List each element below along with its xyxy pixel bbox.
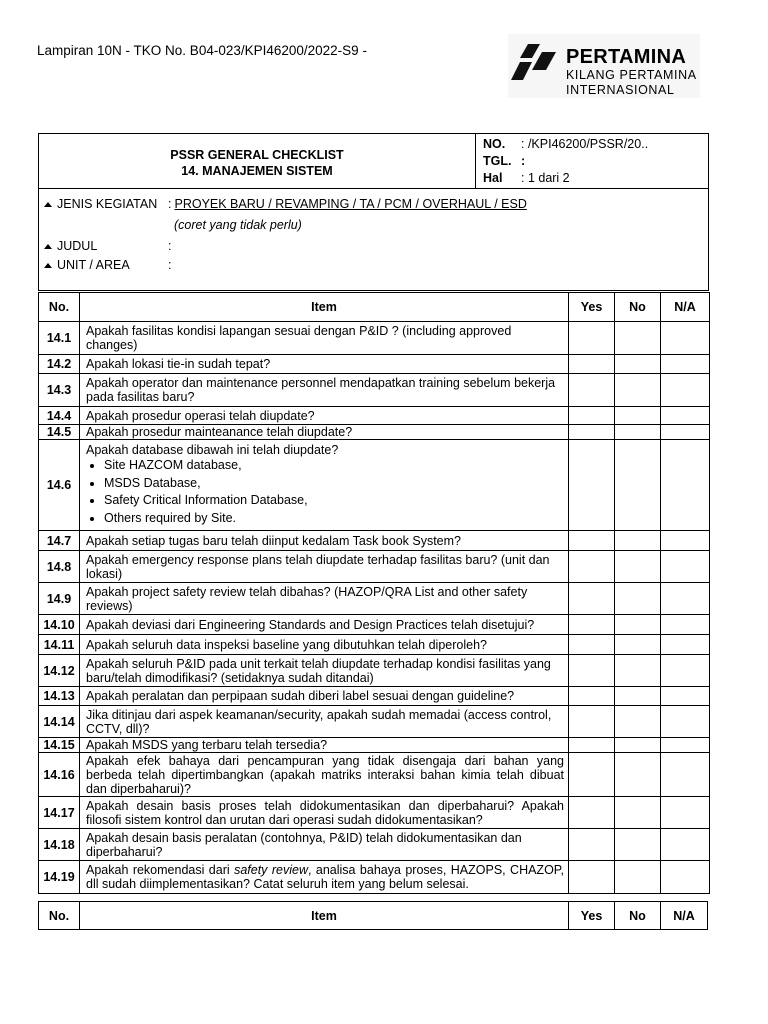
row-number: 14.17 xyxy=(39,797,80,829)
row-item: Apakah operator dan maintenance personnel mendapatkan training sebelum bekerja pada fasilitas baru? xyxy=(80,374,569,407)
table-row xyxy=(39,425,710,440)
title-line-1: PSSR GENERAL CHECKLIST xyxy=(170,148,344,162)
table-row xyxy=(39,551,710,583)
na-cell[interactable] xyxy=(661,355,710,374)
yes-cell[interactable] xyxy=(569,583,615,615)
document-reference: Lampiran 10N - TKO No. B04-023/KPI46200/2022-S9 - xyxy=(37,43,367,58)
no-cell[interactable] xyxy=(615,753,661,797)
row-item: Apakah emergency response plans telah diupdate terhadap fasilitas baru? (unit dan lokasi) xyxy=(80,551,569,583)
no-cell[interactable] xyxy=(615,706,661,738)
na-cell[interactable] xyxy=(661,425,710,440)
na-cell[interactable] xyxy=(661,440,710,531)
hal-label: Hal xyxy=(483,171,503,185)
na-cell[interactable] xyxy=(661,738,710,753)
no-cell[interactable] xyxy=(615,531,661,551)
yes-cell[interactable] xyxy=(569,355,615,374)
row-item: Apakah fasilitas kondisi lapangan sesuai dengan P&ID ? (including approved changes) xyxy=(80,322,569,355)
row-item: Apakah prosedur mainteanance telah diupdate? xyxy=(80,425,569,440)
yes-cell[interactable] xyxy=(569,322,615,355)
row-number: 14.11 xyxy=(39,635,80,655)
row-number: 14.2 xyxy=(39,355,80,374)
table-row xyxy=(39,407,710,425)
na-cell[interactable] xyxy=(661,583,710,615)
na-cell[interactable] xyxy=(661,797,710,829)
table-row xyxy=(39,655,710,687)
form-header xyxy=(38,133,709,291)
row-number: 14.1 xyxy=(39,322,80,355)
yes-cell[interactable] xyxy=(569,531,615,551)
table-row xyxy=(39,753,710,797)
table-row xyxy=(39,374,710,407)
no-cell[interactable] xyxy=(615,635,661,655)
tgl-label: TGL. xyxy=(483,154,512,168)
row-number: 14.4 xyxy=(39,407,80,425)
tgl-value: : xyxy=(521,154,526,168)
yes-cell[interactable] xyxy=(569,551,615,583)
yes-cell[interactable] xyxy=(569,615,615,635)
triangle-bullet-icon xyxy=(44,244,52,249)
logo-subtitle xyxy=(566,68,697,97)
no-cell[interactable] xyxy=(615,861,661,894)
na-cell[interactable] xyxy=(661,374,710,407)
unit-area-label: UNIT / AREA xyxy=(57,258,130,272)
no-cell[interactable] xyxy=(615,440,661,531)
unit-area-row xyxy=(44,258,171,272)
yes-cell[interactable] xyxy=(569,738,615,753)
row-number: 14.3 xyxy=(39,374,80,407)
checklist-footer-header xyxy=(38,901,708,930)
row-number: 14.15 xyxy=(39,738,80,753)
table-row xyxy=(39,861,710,894)
list-item: • MSDS Database, xyxy=(104,475,564,493)
row-item: Apakah MSDS yang terbaru telah tersedia? xyxy=(80,738,569,753)
col-item-header: Item xyxy=(80,902,569,930)
table-row xyxy=(39,440,710,531)
row-number: 14.9 xyxy=(39,583,80,615)
na-cell[interactable] xyxy=(661,706,710,738)
jenis-kegiatan-label: JENIS KEGIATAN xyxy=(57,197,158,211)
meta-no xyxy=(483,137,648,151)
checklist-table xyxy=(38,292,710,894)
unit-area-value: : xyxy=(168,258,172,272)
row-item-italic: safety review xyxy=(234,863,308,877)
no-cell[interactable] xyxy=(615,687,661,706)
row-number: 14.10 xyxy=(39,615,80,635)
row-item: Apakah seluruh data inspeksi baseline yang dibutuhkan telah diperoleh? xyxy=(80,635,569,655)
table-row xyxy=(39,615,710,635)
triangle-bullet-icon xyxy=(44,263,52,268)
col-yes-header: Yes xyxy=(569,293,615,322)
table-row xyxy=(39,583,710,615)
logo-line-2: INTERNASIONAL xyxy=(566,82,675,97)
no-label: NO. xyxy=(483,137,506,151)
row-item: Apakah setiap tugas baru telah diinput kedalam Task book System? xyxy=(80,531,569,551)
row-item-text: Apakah database dibawah ini telah diupdate? xyxy=(86,443,339,457)
title-line-2: 14. MANAJEMEN SISTEM xyxy=(181,164,333,178)
row-number: 14.18 xyxy=(39,829,80,861)
no-cell[interactable] xyxy=(615,615,661,635)
yes-cell[interactable] xyxy=(569,655,615,687)
meta-tgl xyxy=(483,154,525,168)
na-cell[interactable] xyxy=(661,829,710,861)
list-item: • Others required by Site. xyxy=(104,510,564,528)
judul-row xyxy=(44,239,171,253)
row-number: 14.6 xyxy=(39,440,80,531)
na-cell[interactable] xyxy=(661,322,710,355)
row-number: 14.12 xyxy=(39,655,80,687)
col-yes-header: Yes xyxy=(569,902,615,930)
row-item: Apakah seluruh P&ID pada unit terkait telah diupdate terhadap kondisi fasilitas yang baru/telah dimodifikasi? (setidaknya sudah ditandai) xyxy=(80,655,569,687)
jenis-kegiatan-value: PROYEK BARU / REVAMPING / TA / PCM / OVERHAUL / ESD xyxy=(174,197,527,211)
no-cell[interactable] xyxy=(615,829,661,861)
database-list xyxy=(86,457,564,527)
row-item: Apakah desain basis proses telah didokumentasikan dan diperbaharui? Apakah filosofi sistem kontrol dan urutan dari operasi sudah didokumentasikan? xyxy=(80,797,569,829)
no-cell[interactable] xyxy=(615,355,661,374)
na-cell[interactable] xyxy=(661,615,710,635)
yes-cell[interactable] xyxy=(569,706,615,738)
row-item xyxy=(80,440,569,531)
table-row xyxy=(39,738,710,753)
row-number: 14.16 xyxy=(39,753,80,797)
jenis-kegiatan-row: JENIS KEGIATAN : PROYEK BARU / REVAMPING / TA / PCM / OVERHAUL / ESD xyxy=(44,197,527,211)
hal-value: : 1 dari 2 xyxy=(521,171,570,185)
row-item-text: Apakah rekomendasi dari xyxy=(86,863,235,877)
pertamina-logo-icon xyxy=(510,42,564,86)
yes-cell[interactable] xyxy=(569,635,615,655)
col-no-header: No. xyxy=(39,293,80,322)
row-number: 14.7 xyxy=(39,531,80,551)
yes-cell[interactable] xyxy=(569,374,615,407)
table-row xyxy=(39,706,710,738)
table-row xyxy=(39,531,710,551)
row-item: Apakah efek bahaya dari pencampuran yang tidak disengaja dari bahan yang berbeda telah dipertimbangkan (apakah matriks interaksi bahan kimia telah dibuat dan diperbaharui)? xyxy=(80,753,569,797)
table-row xyxy=(39,322,710,355)
row-item: Apakah peralatan dan perpipaan sudah diberi label sesuai dengan guideline? xyxy=(80,687,569,706)
yes-cell[interactable] xyxy=(569,407,615,425)
row-item: Apakah deviasi dari Engineering Standards and Design Practices telah disetujui? xyxy=(80,615,569,635)
na-cell[interactable] xyxy=(661,407,710,425)
footer-header-row xyxy=(39,902,708,930)
list-item: • Site HAZCOM database, xyxy=(104,457,564,475)
na-cell[interactable] xyxy=(661,531,710,551)
logo-brand: PERTAMINA xyxy=(566,46,687,68)
row-item-text: , analisa bahaya proses, HAZOPS, CHAZOP, dll sudah diimplementasikan? Catat seluruh item yang belum selesai. xyxy=(86,863,564,891)
no-cell[interactable] xyxy=(615,407,661,425)
na-cell[interactable] xyxy=(661,687,710,706)
na-cell[interactable] xyxy=(661,655,710,687)
row-item: Apakah prosedur operasi telah diupdate? xyxy=(80,407,569,425)
triangle-bullet-icon xyxy=(44,202,52,207)
no-cell[interactable] xyxy=(615,425,661,440)
no-cell[interactable] xyxy=(615,738,661,753)
coret-note: (coret yang tidak perlu) xyxy=(174,218,302,232)
table-row xyxy=(39,797,710,829)
col-na-header: N/A xyxy=(661,293,710,322)
yes-cell[interactable] xyxy=(569,829,615,861)
row-item: Apakah project safety review telah dibahas? (HAZOP/QRA List and other safety reviews) xyxy=(80,583,569,615)
row-item: Apakah lokasi tie-in sudah tepat? xyxy=(80,355,569,374)
judul-label: JUDUL xyxy=(57,239,98,253)
yes-cell[interactable] xyxy=(569,753,615,797)
judul-value: : xyxy=(168,239,172,253)
no-cell[interactable] xyxy=(615,322,661,355)
no-cell[interactable] xyxy=(615,797,661,829)
no-value: : /KPI46200/PSSR/20.. xyxy=(521,137,649,151)
yes-cell[interactable] xyxy=(569,440,615,531)
row-number: 14.8 xyxy=(39,551,80,583)
row-item xyxy=(80,861,569,894)
row-number: 14.5 xyxy=(39,425,80,440)
na-cell[interactable] xyxy=(661,551,710,583)
no-cell[interactable] xyxy=(615,583,661,615)
col-item-header: Item xyxy=(80,293,569,322)
yes-cell[interactable] xyxy=(569,861,615,894)
table-row xyxy=(39,829,710,861)
na-cell[interactable] xyxy=(661,861,710,894)
list-item: • Safety Critical Information Database, xyxy=(104,492,564,510)
meta-hal xyxy=(483,171,570,185)
document-meta xyxy=(476,134,709,189)
yes-cell[interactable] xyxy=(569,425,615,440)
row-item: Apakah desain basis peralatan (contohnya, P&ID) telah didokumentasikan dan diperbaharui? xyxy=(80,829,569,861)
form-title xyxy=(39,134,476,189)
col-no-answer-header: No xyxy=(615,293,661,322)
row-number: 14.14 xyxy=(39,706,80,738)
table-row xyxy=(39,635,710,655)
pertamina-logo xyxy=(508,34,700,98)
col-na-header: N/A xyxy=(661,902,708,930)
table-header-row xyxy=(39,293,710,322)
row-item: Jika ditinjau dari aspek keamanan/security, apakah sudah memadai (access control, CCTV, dll)? xyxy=(80,706,569,738)
no-cell[interactable] xyxy=(615,655,661,687)
table-row xyxy=(39,355,710,374)
no-cell[interactable] xyxy=(615,374,661,407)
yes-cell[interactable] xyxy=(569,797,615,829)
na-cell[interactable] xyxy=(661,753,710,797)
no-cell[interactable] xyxy=(615,551,661,583)
table-row xyxy=(39,687,710,706)
yes-cell[interactable] xyxy=(569,687,615,706)
row-number: 14.13 xyxy=(39,687,80,706)
col-no-answer-header: No xyxy=(615,902,661,930)
na-cell[interactable] xyxy=(661,635,710,655)
logo-line-1: KILANG PERTAMINA xyxy=(566,68,697,82)
col-no-header: No. xyxy=(39,902,80,930)
row-number: 14.19 xyxy=(39,861,80,894)
